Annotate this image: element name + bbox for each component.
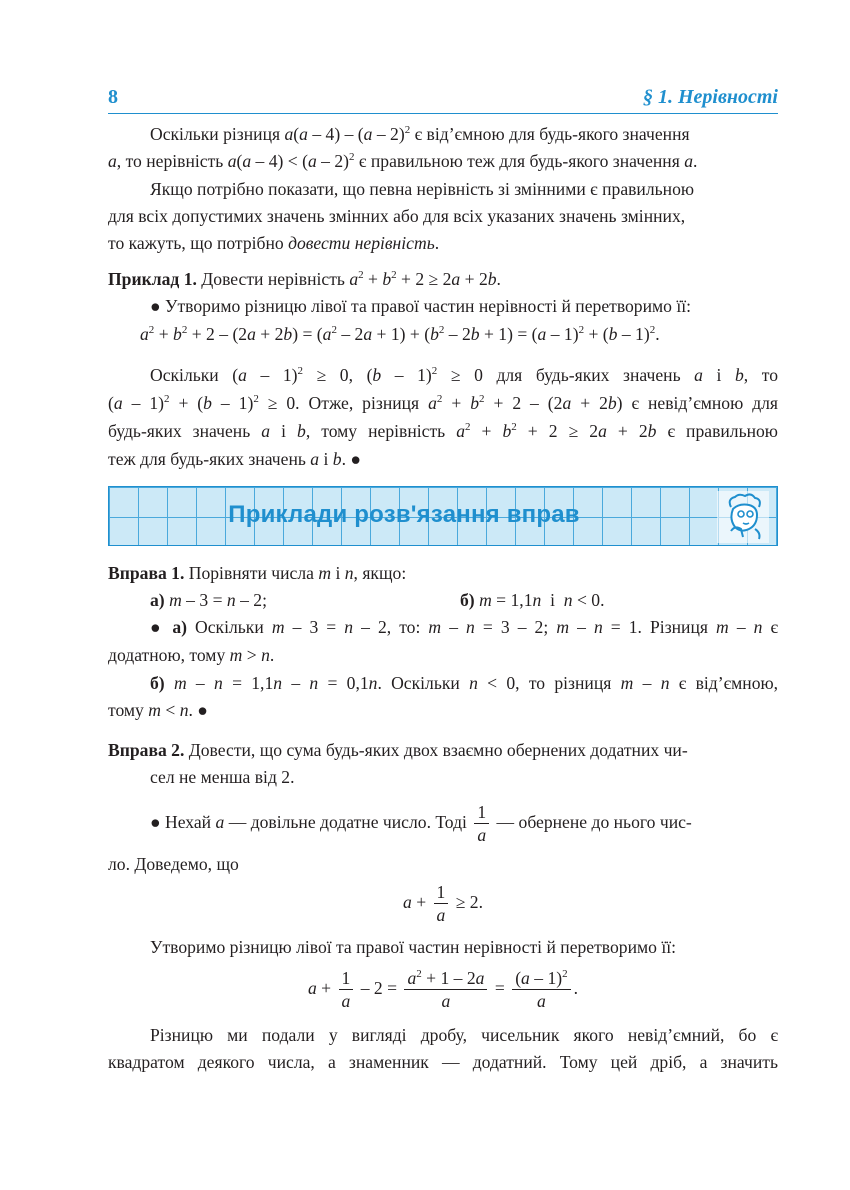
text-line: Якщо потрібно показати, що певна нерівність зі змінними є правильною [150, 179, 695, 199]
exercise-part-b: б) m = 1,1n і n < 0. [460, 590, 605, 610]
fraction: $\frac{a^2 + 1 - 2a}{a}$ [404, 967, 487, 1012]
text-line: ● Утворимо різницю лівої та правої частин нерівності й перетворимо її: [150, 296, 692, 316]
fraction: $\frac{1}{a}$ [474, 801, 489, 846]
text-line: ● а) Оскільки m – 3 = n – 2, то: m – n = 3 – 2; m – n = 1. Різниця m – n є [150, 617, 779, 637]
text-line: a, то нерівність a(a – 4) < (a – 2)$^2$ є правильною теж для будь-якого значення a. [108, 151, 698, 171]
thinking-character-icon [717, 491, 769, 543]
text-line: Оскільки різниця a(a – 4) – (a – 2)$^2$ є від’ємною для будь-якого значення [150, 124, 690, 144]
text-line: тому m < n. ● [108, 700, 208, 720]
text-line: будь-яких значень a і b, тому нерівність $a^2 + b^2 + 2 \ge 2a + 2b$ є правильною [108, 421, 778, 441]
text-line: квадратом деякого числа, а знаменник — додатний. Тому цей дріб, а значить [108, 1052, 778, 1072]
text-line: додатною, тому m > n. [108, 645, 275, 665]
text-line: теж для будь-яких значень a і b. ● [108, 449, 362, 469]
banner-title: Приклади розв'язання вправ [228, 501, 580, 528]
section-title: § 1. Нерівності [642, 86, 778, 108]
text-line: (a – 1)$^2$ + (b – 1)$^2$ ≥ 0. Отже, різниця $a^2 + b^2 + 2 - (2a + 2b)$ є невід’ємною для [108, 393, 779, 413]
fraction: $\frac{(a - 1)^2}{a}$ [512, 967, 570, 1012]
exercise-part-a: а) m – 3 = n – 2; [150, 590, 267, 610]
formula-line: $a^2 + b^2 + 2 - (2a + 2b) = (a^2 - 2a + 1) + (b^2 - 2b + 1) = (a - 1)^2 + (b - 1)^2$. [140, 324, 660, 344]
text-line: то кажуть, що потрібно довести нерівність. [108, 233, 440, 253]
text-line: ло. Доведемо, що [108, 854, 239, 874]
formula-line: a + $\frac{1}{a}$ ≥ 2. [403, 882, 483, 926]
exercise-heading: Вправа 1. Порівняти числа m і n, якщо: [108, 563, 407, 583]
section-banner [108, 486, 778, 546]
header-divider [108, 113, 778, 114]
page-header [108, 86, 778, 112]
fraction: $\frac{1}{a}$ [434, 881, 449, 926]
fraction: $\frac{1}{a}$ [339, 967, 354, 1012]
text-line: Різницю ми подали у вигляді дробу, чисельник якого невід’ємний, бо є [150, 1025, 778, 1045]
formula-line: a + $\frac{1}{a}$ – 2 = $\frac{a^2 + 1 - 2a}{a}$ = $\frac{(a - 1)^2}{a}$ . [307, 968, 578, 1012]
text-line: сел не менша від 2. [150, 767, 295, 787]
text-line: Оскільки (a – 1)$^2$ ≥ 0, (b – 1)$^2$ ≥ 0 для будь-яких значень a і b, то [150, 365, 778, 385]
text-line: Утворимо різницю лівої та правої частин нерівності й перетворимо її: [150, 937, 676, 957]
text-line: для всіх допустимих значень змінних або для всіх указаних значень змінних, [108, 206, 686, 226]
example-heading: Приклад 1. Довести нерівність $a^2 + b^2 + 2 \ge 2a + 2b$. [108, 269, 501, 289]
text-line: б) m – n = 1,1n – n = 0,1n. Оскільки n < 0, то різниця m – n є від’ємною, [150, 673, 779, 693]
exercise-heading: Вправа 2. Довести, що сума будь-яких двох взаємно обернених додатних чи- [108, 740, 688, 760]
page-number: 8 [108, 86, 118, 108]
text-line: ● Нехай a — довільне додатне число. Тоді $\frac{1}{a}$ — обернене до нього чис- [150, 802, 692, 846]
